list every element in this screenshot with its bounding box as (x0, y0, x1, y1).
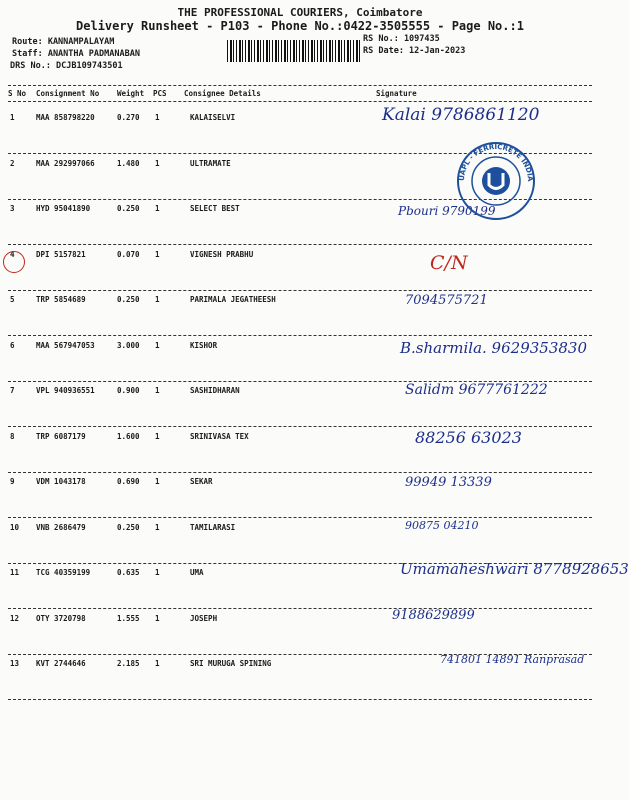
row-consignee: JOSEPH (190, 613, 218, 623)
row-weight: 0.690 (117, 477, 140, 486)
row-signature: Kalai 9786861120 (382, 105, 540, 125)
red-circle-mark (3, 251, 25, 273)
row-sno: 5 (10, 295, 15, 304)
row-sno: 3 (10, 204, 15, 213)
col-signature: Signature (376, 89, 417, 98)
row-pcs: 1 (155, 113, 160, 122)
col-pcs: PCS (153, 89, 167, 98)
row-pcs: 1 (155, 568, 160, 577)
row-pcs: 1 (155, 431, 160, 441)
row-consignee: TAMILARASI (190, 522, 236, 532)
row-consignee: KALAISELVI (190, 113, 236, 122)
row-weight: 0.900 (117, 386, 140, 395)
row-signature: Salidm 9677761222 (405, 382, 548, 398)
row-pcs: 1 (155, 386, 160, 395)
row-consignee: ULTRAMATE (190, 158, 231, 168)
row-pcs: 1 (155, 295, 160, 304)
row-consignee: SASHIDHARAN (190, 386, 240, 395)
row-consignee: SEKAR (190, 477, 213, 486)
row-pcs: 1 (155, 249, 160, 259)
row-divider (8, 517, 592, 518)
row-weight: 3.000 (117, 340, 140, 350)
row-pcs: 1 (155, 477, 160, 486)
row-signature: 99949 13339 (405, 475, 492, 490)
row-weight: 1.480 (117, 158, 140, 168)
row-sno: 4 (10, 249, 15, 259)
row-consignee: KISHOR (190, 340, 218, 350)
col-weight: Weight (117, 89, 145, 98)
row-consignment: MAA 292997066 (36, 158, 95, 168)
row-pcs: 1 (155, 340, 160, 350)
row-consignment: TRP 5854689 (36, 295, 86, 304)
staff-label: Staff: ANANTHA PADMANABAN (12, 49, 140, 59)
header-rule-top (8, 85, 592, 86)
row-weight: 1.555 (117, 613, 140, 623)
row-weight: 2.185 (117, 659, 140, 668)
row-signature: Pbouri 9790199 (398, 204, 496, 218)
row-signature: 9188629899 (392, 607, 475, 623)
company-title: THE PROFESSIONAL COURIERS, Coimbatore (177, 6, 423, 19)
row-pcs: 1 (155, 522, 160, 532)
row-weight: 0.250 (117, 204, 140, 213)
row-sno: 7 (10, 386, 15, 395)
row-consignee: SELECT BEST (190, 204, 240, 213)
row-signature: B.sharmila. 9629353830 (400, 338, 587, 357)
row-pcs: 1 (155, 613, 160, 623)
row-consignment: MAA 858798220 (36, 113, 95, 122)
route-label: Route: KANNAMPALAYAM (12, 37, 115, 47)
barcode (227, 40, 361, 62)
row-signature: Umamaheshwari 8778928653 (400, 560, 629, 578)
row-consignment: HYD 95041890 (36, 204, 91, 213)
row-signature: 741801 14891 Ranprasad (440, 653, 585, 666)
row-pcs: 1 (155, 204, 160, 213)
row-consignment: VPL 940936551 (36, 386, 95, 395)
row-consignee: SRINIVASA TEX (190, 431, 249, 441)
row-consignment: DPI 5157821 (36, 249, 86, 259)
row-divider (8, 244, 592, 245)
runsheet-title: Delivery Runsheet - P103 - Phone No.:0422-3505555 - Page No.:1 (76, 19, 524, 33)
row-signature: C/N (430, 251, 468, 274)
row-consignment: VNB 2686479 (36, 522, 86, 532)
header-rule-bottom (8, 101, 592, 102)
row-signature: 88256 63023 (415, 427, 522, 447)
row-consignment: TRP 6087179 (36, 431, 86, 441)
row-consignment: VDM 1043178 (36, 477, 86, 486)
row-divider (8, 335, 592, 336)
row-weight: 0.250 (117, 522, 140, 532)
row-divider (8, 290, 592, 291)
row-sno: 8 (10, 431, 15, 441)
row-sno: 9 (10, 477, 15, 486)
row-divider (8, 608, 592, 609)
row-consignee: VIGNESH PRABHU (190, 249, 254, 259)
row-consignee: SRI MURUGA SPINING (190, 659, 272, 668)
col-consignment: Consignment No (36, 89, 100, 98)
row-consignment: MAA 567947053 (36, 340, 95, 350)
row-consignment: TCG 40359199 (36, 568, 91, 577)
col-sno: S No (8, 89, 27, 98)
row-sno: 10 (10, 522, 20, 532)
row-weight: 0.070 (117, 249, 140, 259)
row-divider (8, 472, 592, 473)
row-sno: 6 (10, 340, 15, 350)
row-sno: 12 (10, 613, 20, 623)
drs-number: DRS No.: DCJB109743501 (10, 61, 123, 71)
col-consignee: Consignee Details (184, 89, 261, 98)
row-weight: 0.250 (117, 295, 140, 304)
rs-date: RS Date: 12-Jan-2023 (363, 46, 466, 56)
row-weight: 0.270 (117, 113, 140, 122)
row-sno: 1 (10, 113, 15, 122)
row-divider (8, 699, 592, 700)
row-weight: 1.600 (117, 431, 140, 441)
row-consignee: UMA (190, 568, 204, 577)
row-sno: 13 (10, 659, 20, 668)
stamp-text: UAPL - FERRICRETE INDIA (457, 142, 535, 182)
company-stamp (455, 140, 537, 222)
row-sno: 2 (10, 158, 15, 168)
row-weight: 0.635 (117, 568, 140, 577)
row-pcs: 1 (155, 659, 160, 668)
row-consignment: OTY 3720798 (36, 613, 86, 623)
row-signature: 7094575721 (405, 293, 488, 308)
row-signature: 90875 04210 (405, 518, 479, 532)
row-sno: 11 (10, 568, 20, 577)
row-consignment: KVT 2744646 (36, 659, 86, 668)
rs-number: RS No.: 1097435 (363, 34, 440, 44)
row-consignee: PARIMALA JEGATHEESH (190, 295, 276, 304)
row-pcs: 1 (155, 158, 160, 168)
